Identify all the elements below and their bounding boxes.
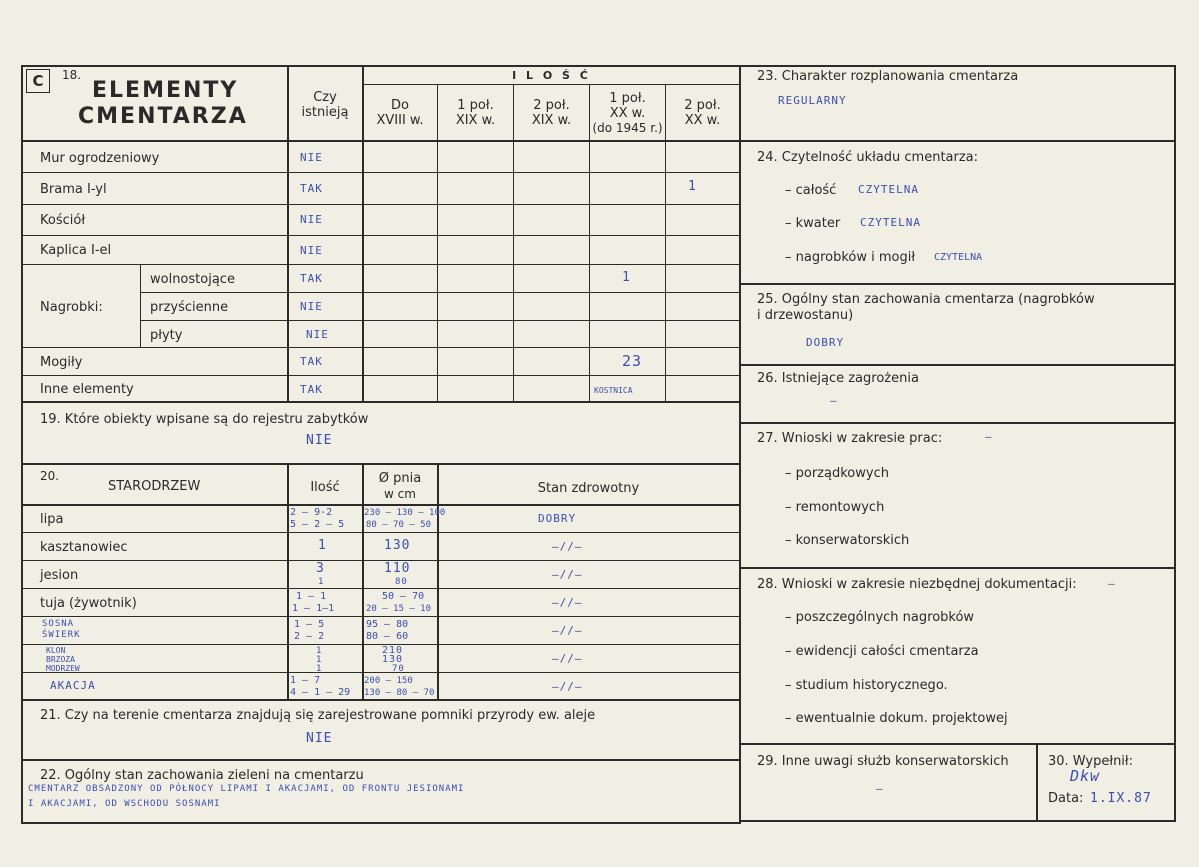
tree-qty: 2 – 9-2 [290, 507, 333, 518]
s20-col-pnia-2: w cm [384, 487, 416, 501]
tree-qty: 1 [316, 664, 323, 674]
tree-diameter: 80 – 70 – 50 [366, 520, 432, 530]
tree-qty: 1 – 1 [296, 591, 327, 602]
s24-item-answer: CZYTELNA [934, 252, 983, 263]
tree-name: MODRZEW [46, 664, 80, 673]
s20-number: 20. [40, 469, 60, 483]
tree-condition: –//– [552, 652, 583, 665]
s26-label: 26. Istniejące zagrożenia [757, 371, 919, 386]
s27-item: – porządkowych [785, 466, 889, 481]
period-2-line-2: XIX w. [455, 113, 496, 128]
signature: Dkw [1070, 767, 1101, 785]
s24-item-answer: CZYTELNA [858, 183, 919, 196]
s28-item: – poszczególnych nagrobków [785, 610, 975, 625]
answer-plyty: NIE [306, 328, 329, 341]
tree-qty: 3 [316, 561, 325, 576]
tree-condition: –//– [552, 624, 583, 637]
tree-diameter: 95 – 80 [366, 619, 409, 630]
tree-name: tuja (żywotnik) [40, 596, 137, 611]
s23-answer: REGULARNY [778, 94, 847, 107]
tree-qty: 1 – 5 [294, 619, 325, 630]
tree-condition: –//– [552, 680, 583, 693]
s27-item: – konserwatorskich [785, 533, 910, 548]
tree-name: BRZOZA [46, 655, 75, 664]
tree-diameter: 130 [382, 654, 404, 665]
section-letter: C [26, 69, 50, 93]
s25-answer: DOBRY [806, 336, 845, 349]
s28-item: – ewentualnie dokum. projektowej [785, 711, 1008, 726]
s27-label: 27. Wnioski w zakresie prac: [757, 431, 943, 446]
tree-diameter: 130 [384, 538, 411, 553]
row-kosciol: Kościół [40, 213, 86, 228]
period-4-line-3: (do 1945 r.) [592, 121, 663, 135]
s27-item: – remontowych [785, 500, 885, 515]
period-1-line-2: XVIII w. [376, 113, 424, 128]
row-wolnostojace: wolnostojące [150, 272, 235, 287]
s19-label: 19. Które obiekty wpisane są do rejestru zabytków [40, 412, 369, 427]
exists-header-1: Czy [313, 90, 337, 105]
period-4-line-1: 1 poł. [609, 91, 646, 106]
tree-diameter: 200 – 150 [364, 676, 413, 686]
row-brama: Brama I-yl [40, 182, 107, 197]
mogily-count: 23 [622, 352, 643, 370]
tree-name: KLON [46, 646, 66, 655]
row-przyscienne: przyścienne [150, 300, 229, 315]
tree-qty: 1 [316, 655, 323, 665]
s30-label: 30. Wypełnił: [1048, 754, 1133, 769]
period-1-line-1: Do [391, 98, 409, 113]
tree-diameter: 110 [384, 561, 411, 576]
tree-name: lipa [40, 512, 64, 527]
wolnostojace-count: 1 [622, 270, 631, 285]
s18-title-1: ELEMENTY [92, 78, 239, 103]
tree-qty: 1 – 1–1 [292, 603, 335, 614]
s20-col-pnia-1: Ø pnia [378, 471, 422, 486]
row-mur: Mur ogrodzeniowy [40, 151, 160, 166]
s25-label-1: 25. Ogólny stan zachowania cmentarza (nagrobków [757, 292, 1095, 307]
period-4-line-2: XX w. [609, 106, 646, 121]
date-value: 1.IX.87 [1090, 791, 1152, 806]
s29-answer: — [876, 782, 884, 795]
tree-qty: 5 – 2 – 5 [290, 519, 345, 530]
s22-note-line-1: CMENTARZ OBSADZONY OD PÓŁNOCY LIPAMI I AKACJAMI, OD FRONTU JESIONAMI [28, 784, 465, 794]
s25-label-2: i drzewostanu) [757, 308, 854, 323]
tree-diameter: 70 [392, 664, 405, 674]
tree-qty: 1 [318, 538, 327, 553]
tree-name: AKACJA [50, 679, 96, 692]
s28-item: – ewidencji całości cmentarza [785, 644, 979, 659]
row-inne: Inne elementy [40, 382, 134, 397]
s27-answer: — [985, 430, 993, 443]
tree-condition: –//– [552, 540, 583, 553]
s20-col-stan: Stan zdrowotny [537, 481, 640, 496]
answer-wolnostojace: TAK [300, 272, 323, 285]
s29-label: 29. Inne uwagi służb konserwatorskich [757, 754, 1009, 769]
s23-label: 23. Charakter rozplanowania cmentarza [757, 69, 1019, 84]
tree-diameter: 50 – 70 [382, 591, 425, 602]
period-5-line-1: 2 poł. [684, 98, 721, 113]
s20-col-ilosc: Ilość [310, 480, 340, 495]
tree-name: SOSNA [42, 619, 75, 629]
tree-qty: 2 – 2 [294, 631, 325, 642]
s24-item-label: – kwater [785, 216, 841, 231]
s28-label: 28. Wnioski w zakresie niezbędnej dokumentacji: [757, 577, 1077, 592]
answer-brama: TAK [300, 182, 323, 195]
exists-header-2: istnieją [301, 105, 349, 120]
tree-condition: –//– [552, 568, 583, 581]
row-plyty: płyty [150, 328, 183, 343]
s18-title-2: CMENTARZA [78, 104, 248, 129]
tree-diameter: 130 – 80 – 70 [364, 688, 435, 698]
s22-note-line-2: I AKACJAMI, OD WSCHODU SOSNAMI [28, 799, 221, 809]
tree-diameter: 80 – 60 [366, 631, 409, 642]
period-3-line-1: 2 poł. [533, 98, 570, 113]
tree-name: kasztanowiec [40, 540, 128, 555]
tree-qty: 1 – 7 [290, 675, 321, 686]
tree-name: jesion [40, 568, 79, 583]
s24-label: 24. Czytelność układu cmentarza: [757, 150, 979, 165]
s20-title: STARODRZEW [108, 479, 201, 494]
s24-item-label: – nagrobków i mogił [785, 250, 916, 265]
s18-number: 18. [62, 68, 82, 82]
row-kaplica: Kaplica I-el [40, 243, 112, 258]
period-5-line-2: XX w. [684, 113, 721, 128]
row-mogily: Mogiły [40, 355, 83, 370]
tree-diameter: 20 – 15 – 10 [366, 604, 432, 614]
tree-diameter: 230 – 130 – 100 [364, 508, 446, 518]
tree-name: ŚWIERK [42, 630, 81, 640]
s21-label: 21. Czy na terenie cmentarza znajdują się zarejestrowane pomniki przyrody ew. aleje [40, 708, 596, 723]
s28-answer: — [1108, 577, 1116, 590]
tree-qty: 1 [316, 646, 323, 656]
tree-diameter: 80 [395, 577, 408, 587]
inne-note: KOSTNICA [594, 386, 633, 395]
tree-condition: DOBRY [538, 512, 577, 525]
answer-inne: TAK [300, 383, 323, 396]
brama-count: 1 [688, 179, 697, 194]
s24-item-answer: CZYTELNA [860, 216, 921, 229]
s22-label: 22. Ogólny stan zachowania zieleni na cmentarzu [40, 768, 364, 783]
ilosc-header: I L O Ś Ć [512, 69, 591, 82]
s24-item-label: – całość [785, 183, 837, 198]
s21-answer: NIE [306, 731, 333, 746]
answer-mur: NIE [300, 151, 323, 164]
answer-przyscienne: NIE [300, 300, 323, 313]
answer-kaplica: NIE [300, 244, 323, 257]
s28-item: – studium historycznego. [785, 678, 948, 693]
row-nagrobki: Nagrobki: [40, 300, 103, 315]
answer-kosciol: NIE [300, 213, 323, 226]
tree-qty: 1 [318, 577, 325, 587]
s26-answer: — [830, 394, 838, 407]
period-2-line-1: 1 poł. [457, 98, 494, 113]
answer-mogily: TAK [300, 355, 323, 368]
date-label: Data: [1048, 791, 1084, 806]
tree-diameter: 210 [382, 645, 404, 656]
tree-condition: –//– [552, 596, 583, 609]
tree-qty: 4 – 1 – 29 [290, 687, 351, 698]
period-3-line-2: XIX w. [531, 113, 572, 128]
s19-answer: NIE [306, 433, 333, 448]
